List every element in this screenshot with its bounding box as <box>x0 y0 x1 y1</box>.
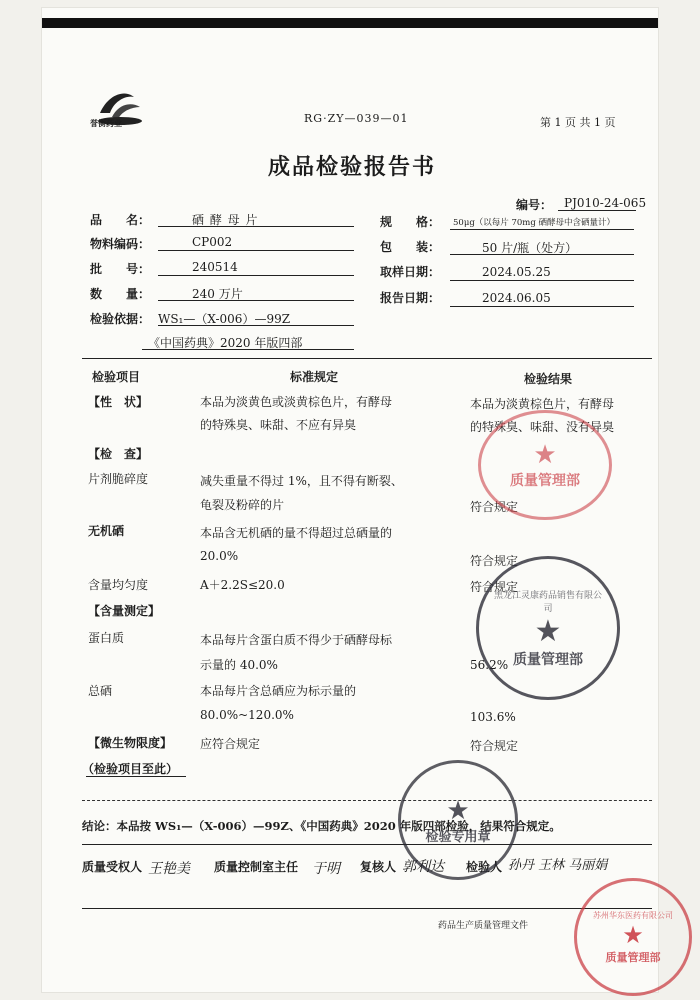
quantity-value: 240 万片 <box>192 287 243 301</box>
reviewer-label: 复核人 <box>360 860 397 874</box>
package-label: 包 装： <box>380 240 441 254</box>
stamp-4-text: 质量管理部 <box>605 950 661 964</box>
row-character-item: 【性 状】 <box>88 395 149 409</box>
report-date-underline <box>450 306 634 307</box>
stamp-star-icon: ★ <box>533 440 557 470</box>
basis-underline-2 <box>142 349 354 350</box>
row-uniformity-result: 符合规定 <box>470 580 519 594</box>
batch-value: 240514 <box>192 260 238 274</box>
col-header-standard: 标准规定 <box>290 370 339 384</box>
footer-text: 药品生产质量管理文件 <box>438 921 529 931</box>
conclusion-top-rule <box>82 800 652 801</box>
row-protein-result: 56.2% <box>470 658 509 672</box>
row-total-selenium-standard-1: 本品每片含总硒应为标示量的 <box>200 684 357 698</box>
batch-label: 批 号： <box>90 262 151 276</box>
product-underline <box>158 226 354 227</box>
row-total-selenium-result: 103.6% <box>470 710 516 724</box>
row-microbial-item: 【微生物限度】 <box>88 736 173 750</box>
top-border-bar <box>42 18 658 28</box>
row-assay-item: 【含量测定】 <box>88 604 161 618</box>
row-inorganic-standard-1: 本品含无机硒的量不得超过总硒量的 <box>200 526 393 540</box>
material-value: CP002 <box>192 235 233 249</box>
row-friability-item: 片剂脆碎度 <box>88 472 149 486</box>
report-date-value: 2024.06.05 <box>482 291 551 305</box>
quantity-label: 数 量： <box>90 287 151 301</box>
reviewer-signature: 郭利达 <box>402 859 444 875</box>
end-marker-underline <box>86 776 186 777</box>
sampling-date-underline <box>450 280 634 281</box>
basis-value: WS₁—（X-006）—99Z <box>158 312 291 326</box>
row-end-marker: （检验项目至此） <box>82 762 179 776</box>
qa-authorized-signature: 王艳美 <box>148 861 190 877</box>
report-title: 成品检验报告书 <box>268 155 437 180</box>
inspector-signature: 孙丹 王林 马丽娟 <box>508 858 608 873</box>
stamp-2-text: 质量管理部 <box>513 651 583 668</box>
product-value: 硒 酵 母 片 <box>192 213 259 227</box>
row-character-standard-1: 本品为淡黄色或淡黄棕色片，有酵母 <box>200 395 393 409</box>
row-protein-item: 蛋白质 <box>88 631 125 645</box>
row-protein-standard-2: 示量的 40.0% <box>200 658 278 672</box>
row-check-item: 【检 查】 <box>88 447 149 461</box>
quantity-underline <box>158 300 354 301</box>
product-label: 品 名： <box>90 213 151 227</box>
report-date-label: 报告日期： <box>380 291 441 305</box>
inspection-seal-stamp <box>398 760 518 880</box>
stamp-1-text: 质量管理部 <box>510 473 580 489</box>
number-underline <box>558 210 636 211</box>
row-inorganic-result: 符合规定 <box>470 554 519 568</box>
batch-underline <box>158 275 354 276</box>
col-header-result: 检验结果 <box>524 372 573 386</box>
row-character-result-1: 本品为淡黄棕色片，有酵母 <box>470 397 615 411</box>
report-page <box>42 8 673 992</box>
page-info: 第 1 页 共 1 页 <box>540 116 616 129</box>
document-code: RG·ZY—039—01 <box>304 112 409 125</box>
footer-rule <box>82 908 652 909</box>
row-microbial-standard: 应符合规定 <box>200 737 261 751</box>
number-value: PJ010-24-065 <box>564 196 647 210</box>
stamp-4-star-icon: ★ <box>622 920 644 949</box>
quality-department-stamp <box>478 410 612 520</box>
qc-director-signature: 于明 <box>312 861 340 877</box>
row-uniformity-standard: A＋2.2S≤20.0 <box>200 578 285 592</box>
sales-company-stamp <box>476 556 620 700</box>
spec-label: 规 格： <box>380 215 441 229</box>
qc-director-label: 质量控制室主任 <box>214 860 299 874</box>
row-friability-result: 符合规定 <box>470 500 519 514</box>
col-header-item: 检验项目 <box>92 370 141 384</box>
stamp-4-ring-text: 苏州华东医药有限公司 <box>593 910 673 920</box>
basis-underline <box>158 325 354 326</box>
conclusion-text: 结论：本品按 WS₁—（X-006）—99Z、《中国药典》2020 年版四部检验，结果符合规定。 <box>82 819 561 833</box>
material-label: 物料编码： <box>90 237 151 251</box>
stamp-3-text: 检验专用章 <box>425 829 491 845</box>
sampling-date-value: 2024.05.25 <box>482 265 551 279</box>
row-inorganic-item: 无机硒 <box>88 524 125 538</box>
sampling-date-label: 取样日期： <box>380 265 441 279</box>
row-character-standard-2: 的特殊臭、味甜、不应有异臭 <box>200 418 357 432</box>
row-character-result-2: 的特殊臭、味甜、没有异臭 <box>470 420 615 434</box>
spec-value: 50μg（以每片 70mg 硒酵母中含硒量计） <box>453 218 616 228</box>
row-protein-standard-1: 本品每片含蛋白质不得少于硒酵母标 <box>200 633 393 647</box>
logo-text: 誉衡药业 <box>90 119 122 128</box>
spec-underline <box>450 229 634 230</box>
row-total-selenium-standard-2: 80.0%~120.0% <box>200 708 294 722</box>
stamp-2-star-icon: ★ <box>534 613 562 649</box>
material-underline <box>158 250 354 251</box>
inspector-label: 检验人 <box>466 860 503 874</box>
stamp-3-star-icon: ★ <box>446 795 470 826</box>
qa-authorized-label: 质量受权人 <box>82 860 143 874</box>
row-friability-standard-2: 龟裂及粉碎的片 <box>200 498 285 512</box>
row-inorganic-standard-2: 20.0% <box>200 549 239 563</box>
distributor-stamp <box>574 878 692 996</box>
package-value: 50 片/瓶（处方） <box>482 241 578 255</box>
table-top-rule <box>82 358 652 359</box>
stamp-2-ring-text: 黑龙江灵康药品销售有限公司 <box>493 590 602 614</box>
basis-value-2: 《中国药典》2020 年版四部 <box>148 336 303 350</box>
number-label: 编号： <box>516 198 553 212</box>
row-uniformity-item: 含量均匀度 <box>88 578 149 592</box>
row-total-selenium-item: 总硒 <box>88 684 113 698</box>
package-underline <box>450 254 634 255</box>
row-microbial-result: 符合规定 <box>470 739 519 753</box>
row-friability-standard-1: 减失重量不得过 1%，且不得有断裂、 <box>200 474 403 488</box>
conclusion-bottom-rule <box>82 844 652 845</box>
basis-label: 检验依据： <box>90 312 151 326</box>
